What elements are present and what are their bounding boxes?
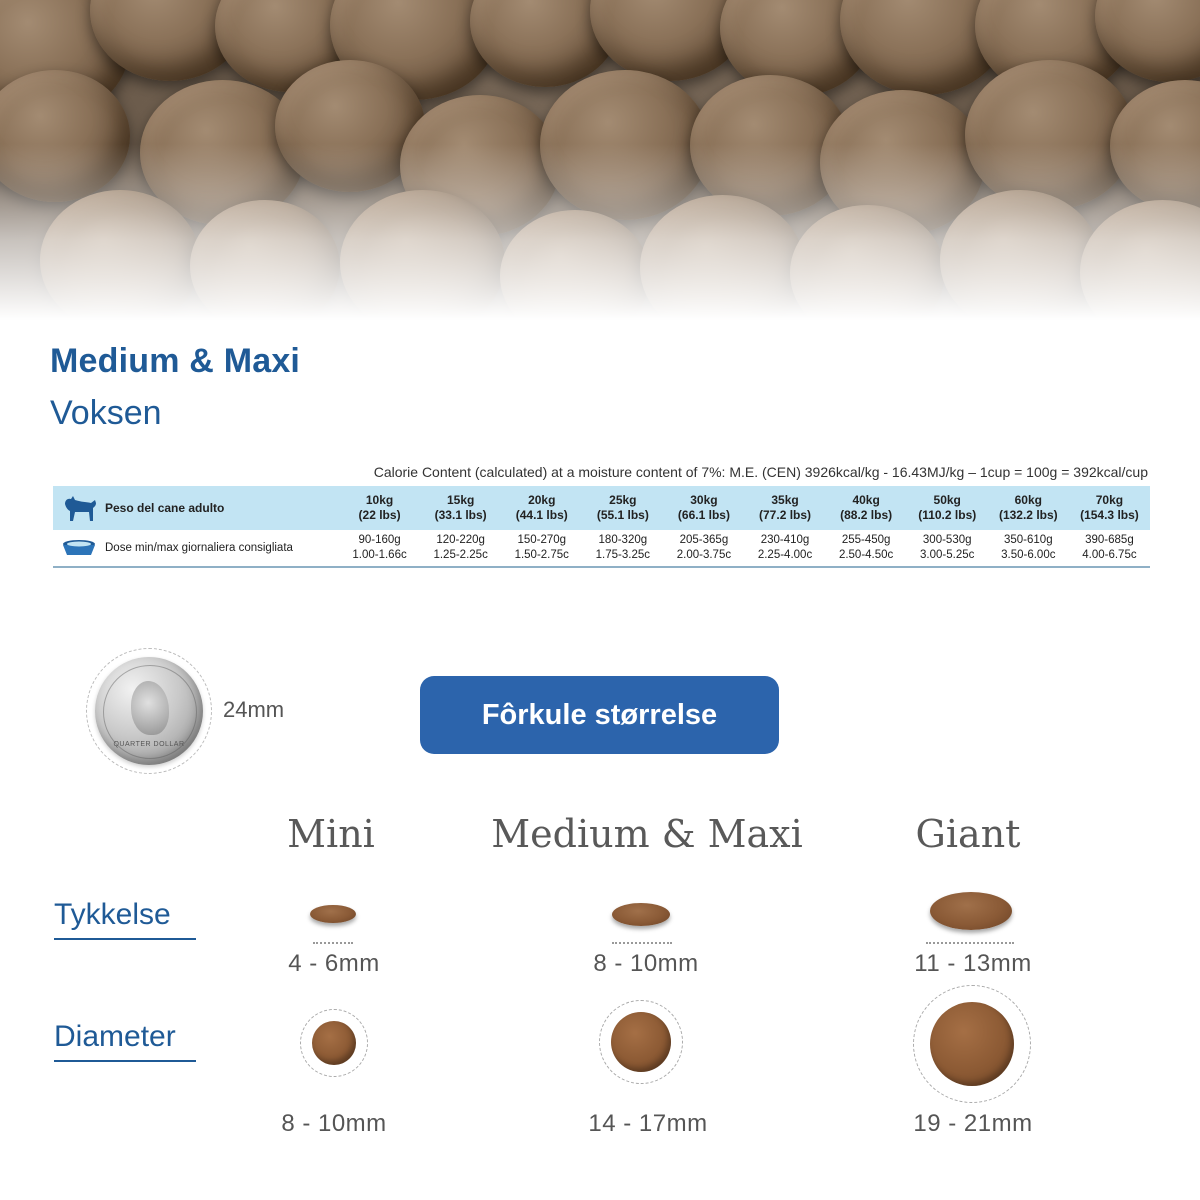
weight-cell: 40kg (88.2 lbs) (826, 486, 907, 530)
weight-cell: 70kg (154.3 lbs) (1069, 486, 1150, 530)
weight-cell: 50kg (110.2 lbs) (907, 486, 988, 530)
weight-row-header (53, 486, 339, 530)
dose-row-header (53, 530, 339, 567)
weight-cell: 25kg (55.1 lbs) (582, 486, 663, 530)
dose-label: Dose min/max giornaliera consigliata (105, 541, 293, 554)
thickness-baseline (313, 942, 353, 944)
dose-cell: 120-220g 1.25-2.25c (420, 530, 501, 567)
kibble-top-medium-maxi (599, 1000, 683, 1084)
diameter-value-medium-maxi: 14 - 17mm (588, 1110, 708, 1137)
coin-size-label: 24mm (223, 697, 285, 722)
dog-icon (53, 492, 105, 524)
dose-cell: 90-160g 1.00-1.66c (339, 530, 420, 567)
thickness-baseline (926, 942, 1014, 944)
weight-cell: 35kg (77.2 lbs) (744, 486, 825, 530)
weight-cell: 60kg (132.2 lbs) (988, 486, 1069, 530)
kibble-top-giant (913, 985, 1031, 1103)
product-subtitle: Voksen (50, 394, 162, 432)
weight-label: Peso del cane adulto (105, 500, 225, 515)
quarter-coin-icon (95, 657, 203, 765)
weight-row (53, 486, 1150, 530)
kibble-side-medium-maxi (612, 903, 670, 926)
calorie-content-note: Calorie Content (calculated) at a moisture content of 7%: M.E. (CEN) 3926kcal/kg - 16.43MJ/kg – 1cup = 100g = 392kcal/cup (373, 464, 1148, 480)
dose-cell: 205-365g 2.00-3.75c (663, 530, 744, 567)
food-bowl-icon (53, 538, 105, 558)
quarter-coin-reference (86, 648, 212, 774)
dose-cell: 230-410g 2.25-4.00c (744, 530, 825, 567)
diameter-label: Diameter (54, 1020, 196, 1062)
weight-cell: 10kg (22 lbs) (339, 486, 420, 530)
weight-cell: 30kg (66.1 lbs) (663, 486, 744, 530)
feeding-table (53, 486, 1150, 568)
size-column-medium-maxi: Medium & Maxi (491, 812, 803, 856)
dose-cell: 300-530g 3.00-5.25c (907, 530, 988, 567)
weight-cell: 20kg (44.1 lbs) (501, 486, 582, 530)
dose-cell: 150-270g 1.50-2.75c (501, 530, 582, 567)
dose-cell: 255-450g 2.50-4.50c (826, 530, 907, 567)
dose-cell: 180-320g 1.75-3.25c (582, 530, 663, 567)
diameter-value-giant: 19 - 21mm (913, 1110, 1033, 1137)
thickness-value-giant: 11 - 13mm (914, 950, 1032, 977)
kibble-side-mini (310, 905, 356, 923)
dose-cell: 350-610g 3.50-6.00c (988, 530, 1069, 567)
thickness-baseline (612, 942, 672, 944)
thickness-value-medium-maxi: 8 - 10mm (593, 950, 699, 977)
dose-row (53, 530, 1150, 567)
size-column-mini: Mini (287, 812, 375, 856)
diameter-value-mini: 8 - 10mm (281, 1110, 387, 1137)
kibble-size-button[interactable]: Fôrkule størrelse (420, 676, 779, 754)
thickness-value-mini: 4 - 6mm (288, 950, 380, 977)
kibble-top-mini (300, 1009, 368, 1077)
kibble-side-giant (930, 892, 1012, 930)
thickness-label: Tykkelse (54, 898, 196, 940)
dose-cell: 390-685g 4.00-6.75c (1069, 530, 1150, 567)
weight-cell: 15kg (33.1 lbs) (420, 486, 501, 530)
size-column-giant: Giant (915, 812, 1021, 856)
hero-fade-overlay (0, 0, 1200, 320)
product-title: Medium & Maxi (50, 342, 301, 380)
coin-inscription: QUARTER DOLLAR (113, 741, 185, 748)
